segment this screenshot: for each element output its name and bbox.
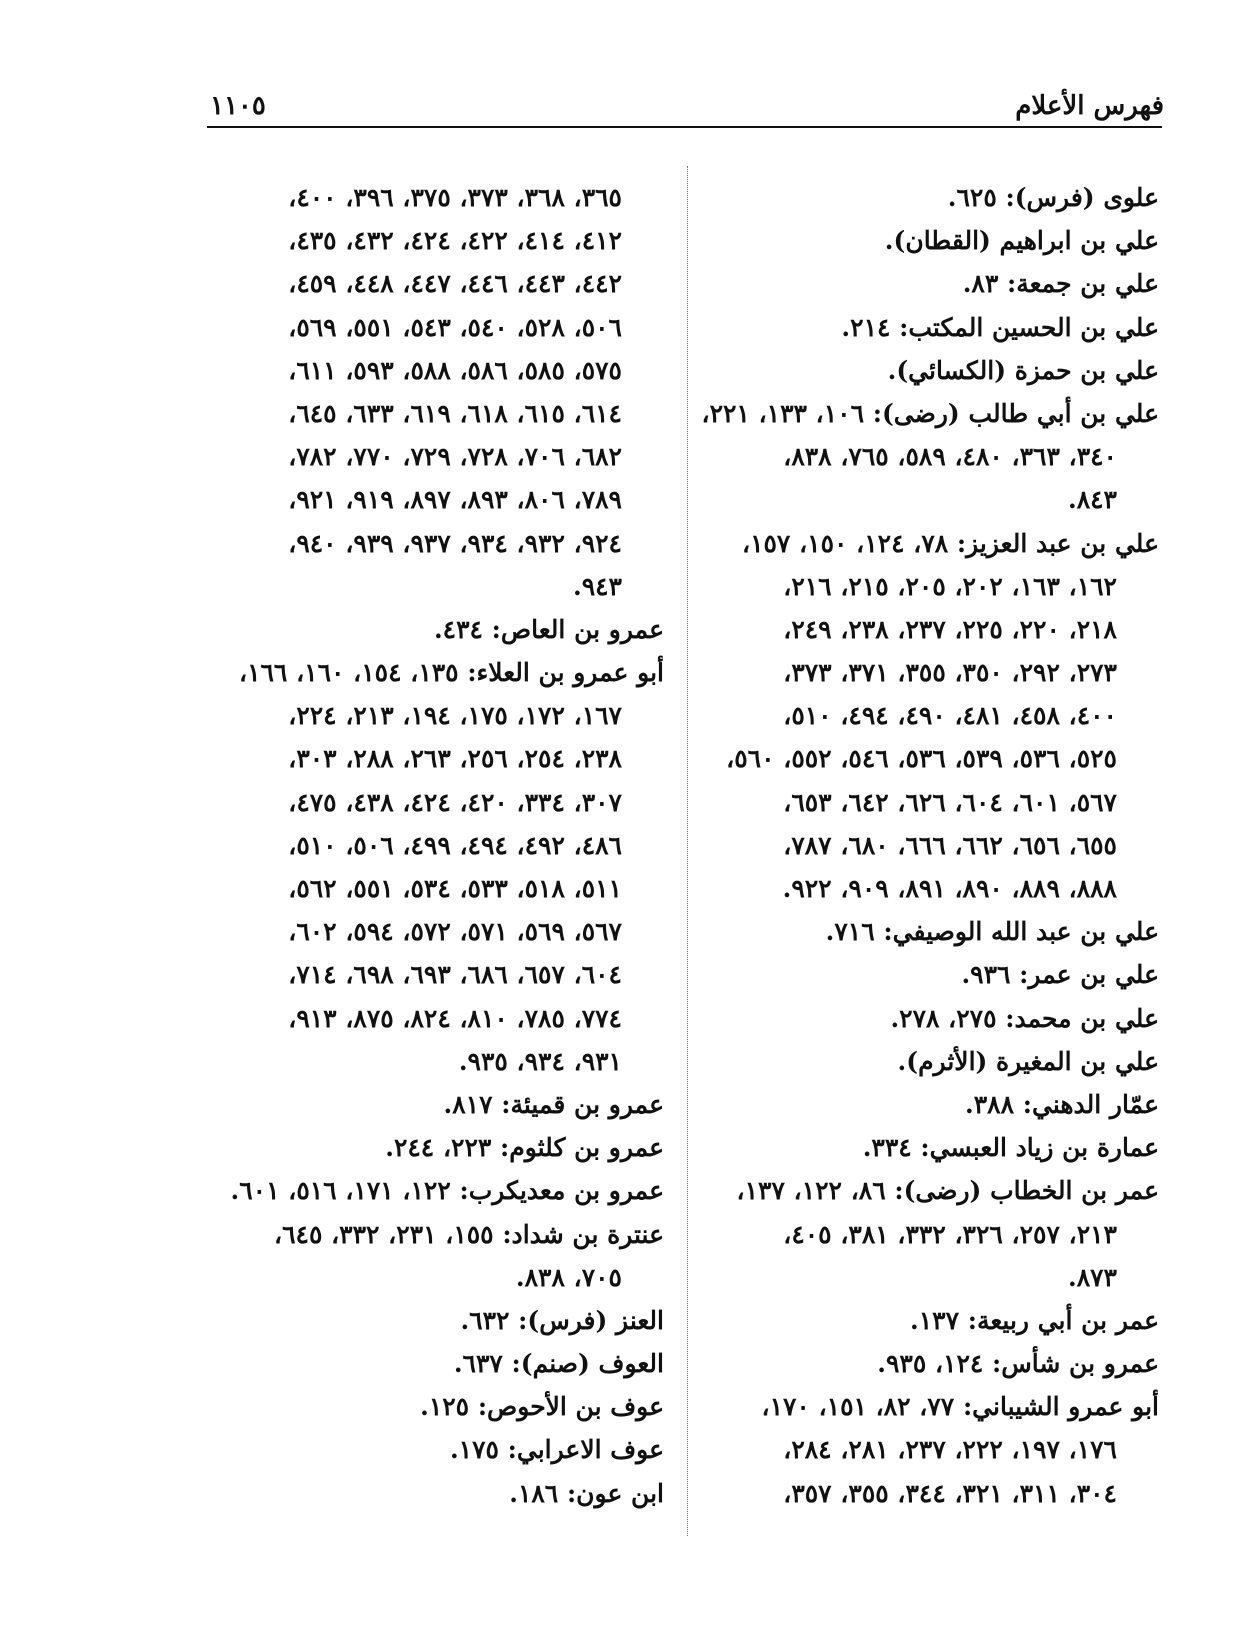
index-column-right: [689, 176, 1159, 1515]
index-continuation-line: ١٦٢، ١٦٣، ٢٠٢، ٢٠٥، ٢١٥، ٢١٦،: [783, 571, 1117, 601]
index-entry-line: علي بن عبد الله الوصيفي: ٧١٦.: [825, 917, 1159, 947]
index-continuation-line: ٣٦٥، ٣٦٨، ٣٧٣، ٣٧٥، ٣٩٦، ٤٠٠،: [288, 183, 622, 212]
index-entry-line: علي بن الحسين المكتب: ٢١٤.: [841, 312, 1159, 342]
index-continuation-line: ٢١٨، ٢٢٠، ٢٢٥، ٢٣٧، ٢٣٨، ٢٤٩،: [783, 614, 1117, 644]
index-continuation-line: ٥٦٧، ٦٠١، ٦٠٤، ٦٢٦، ٦٤٢، ٦٥٣،: [783, 787, 1117, 817]
index-entry-line: ابن عون: ١٨٦.: [509, 1478, 664, 1508]
index-entry-line: عمر بن الخطاب (رضى): ٨٦، ١٢٢، ١٣٧،: [736, 1176, 1159, 1206]
index-entry-line: أبو عمرو بن العلاء: ١٣٥، ١٥٤، ١٦٠، ١٦٦،: [239, 658, 664, 688]
index-continuation-line: ٢٧٣، ٢٩٢، ٣٥٠، ٣٥٥، ٣٧١، ٣٧٣،: [783, 658, 1117, 688]
index-entry-line: علي بن محمد: ٢٧٥، ٢٧٨.: [890, 1003, 1159, 1033]
index-continuation-line: ٤٤٢، ٤٤٣، ٤٤٦، ٤٤٧، ٤٤٨، ٤٥٩،: [288, 269, 622, 299]
index-column-left: [214, 176, 664, 1515]
column-divider: [687, 166, 688, 1536]
index-entry-line: عمرو بن كلثوم: ٢٢٣، ٢٤٤.: [385, 1133, 664, 1163]
index-continuation-line: ٢٣٨، ٢٥٤، ٢٥٦، ٢٦٣، ٢٨٨، ٣٠٣،: [288, 744, 622, 774]
index-continuation-line: ٥٧٥، ٥٨٥، ٥٨٦، ٥٨٨، ٥٩٣، ٦١١،: [288, 355, 622, 385]
index-entry-line: علي بن عبد العزيز: ٧٨، ١٢٤، ١٥٠، ١٥٧،: [742, 528, 1159, 558]
index-continuation-line: ٥٠٦، ٥٢٨، ٥٤٠، ٥٤٣، ٥٥١، ٥٦٩،: [288, 312, 622, 342]
index-continuation-line: ٦١٤، ٦١٥، ٦١٨، ٦١٩، ٦٣٣، ٦٤٥،: [288, 398, 622, 428]
index-entry-line: أبو عمرو الشيباني: ٧٧، ٨٢، ١٥١، ١٧٠،: [761, 1392, 1159, 1422]
index-continuation-line: ٧٧٤، ٧٨٥، ٨١٠، ٨٢٤، ٨٧٥، ٩١٣،: [288, 1003, 622, 1033]
index-continuation-line: ٧٠٥، ٨٣٨.: [515, 1262, 622, 1292]
index-entry-line: العوف (صنم): ٦٣٧.: [453, 1349, 664, 1379]
index-continuation-line: ١٦٧، ١٧٢، ١٧٥، ١٩٤، ٢١٣، ٢٢٤،: [288, 701, 622, 731]
index-continuation-line: ٩٣١، ٩٣٤، ٩٣٥.: [458, 1046, 622, 1076]
index-entry-line: عمر بن أبي ربيعة: ١٣٧.: [910, 1305, 1159, 1335]
index-continuation-line: ٤١٢، ٤١٤، ٤٢٢، ٤٢٤، ٤٣٢، ٤٣٥،: [288, 226, 622, 256]
index-continuation-line: ٥١١، ٥١٨، ٥٣٣، ٥٣٤، ٥٥١، ٥٦٢،: [288, 874, 622, 903]
index-continuation-line: ٥٦٧، ٥٦٩، ٥٧١، ٥٧٢، ٥٩٤، ٦٠٢،: [288, 917, 622, 947]
index-continuation-line: ٣٤٠، ٣٦٣، ٤٨٠، ٥٨٩، ٧٦٥، ٨٣٨،: [783, 442, 1117, 472]
index-continuation-line: ٦٥٥، ٦٥٦، ٦٦٢، ٦٦٦، ٦٨٠، ٧٨٧،: [783, 830, 1117, 860]
index-continuation-line: ٧٨٩، ٨٠٦، ٨٩٣، ٨٩٧، ٩١٩، ٩٢١،: [288, 485, 622, 515]
index-entry-line: عوف بن الأحوص: ١٢٥.: [420, 1392, 664, 1422]
index-continuation-line: ١٧٦، ١٩٧، ٢٢٢، ٢٣٧، ٢٨١، ٢٨٤،: [783, 1435, 1117, 1465]
index-continuation-line: ٩٤٣.: [572, 571, 622, 601]
index-entry-line: عمرو بن العاص: ٤٣٤.: [433, 614, 664, 644]
index-entry-line: عمرو بن شأس: ١٢٤، ٩٣٥.: [877, 1349, 1159, 1379]
index-continuation-line: ٨٧٣.: [1067, 1262, 1117, 1292]
index-continuation-line: ٣٠٤، ٣١١، ٣٢١، ٣٤٤، ٣٥٥، ٣٥٧،: [783, 1478, 1117, 1508]
page-header-title: فهرس الأعلام: [1015, 91, 1164, 121]
index-entry-line: العنز (فرس): ٦٣٢.: [460, 1305, 664, 1335]
index-entry-line: عمرو بن قميئة: ٨١٧.: [443, 1089, 664, 1119]
index-entry-line: عمرو بن معديكرب: ١٢٢، ١٧١، ٥١٦، ٦٠١.: [230, 1176, 664, 1206]
index-continuation-line: ٥٢٥، ٥٣٦، ٥٣٩، ٥٣٦، ٥٤٦، ٥٥٢، ٥٦٠،: [726, 744, 1117, 774]
index-continuation-line: ٤٨٦، ٤٩٢، ٤٩٤، ٤٩٩، ٥٠٦، ٥١٠،: [288, 830, 622, 860]
index-entry-line: علي بن جمعة: ٨٣.: [962, 269, 1159, 299]
index-entry-line: علي بن عمر: ٩٣٦.: [961, 960, 1159, 990]
header-rule: [207, 126, 1162, 128]
index-continuation-line: ٤٠٠، ٤٥٨، ٤٨١، ٤٩٠، ٤٩٤، ٥١٠،: [783, 701, 1117, 731]
index-continuation-line: ٨٤٣.: [1067, 485, 1117, 515]
index-entry-line: علي بن أبي طالب (رضى): ١٠٦، ١٣٣، ٢٢١،: [701, 398, 1159, 428]
index-entry-line: علوى (فرس): ٦٢٥.: [947, 183, 1159, 212]
index-continuation-line: ٦٨٢، ٧٠٦، ٧٢٨، ٧٢٩، ٧٧٠، ٧٨٢،: [288, 442, 622, 472]
index-continuation-line: ٣٠٧، ٣٣٤، ٤٢٠، ٤٢٤، ٤٣٨، ٤٧٥،: [288, 787, 622, 817]
index-entry-line: عمّار الدهني: ٣٨٨.: [965, 1089, 1159, 1119]
index-entry-line: عوف الاعرابي: ١٧٥.: [449, 1435, 664, 1465]
index-entry-line: علي بن ابراهيم (القطان).: [884, 226, 1159, 256]
page-number: ١١٠٥: [210, 91, 266, 121]
index-entry-line: علي بن المغيرة (الأثرم).: [897, 1046, 1159, 1076]
index-continuation-line: ٢١٣، ٢٥٧، ٣٢٦، ٣٣٢، ٣٨١، ٤٠٥،: [783, 1219, 1117, 1249]
index-entry-line: علي بن حمزة (الكسائي).: [887, 355, 1159, 385]
index-continuation-line: ٨٨٨، ٨٨٩، ٨٩٠، ٨٩١، ٩٠٩، ٩٢٢.: [782, 874, 1117, 903]
index-entry-line: عنترة بن شداد: ١٥٥، ٢٣١، ٣٣٢، ٦٤٥،: [274, 1219, 664, 1249]
index-continuation-line: ٦٠٤، ٦٥٧، ٦٨٦، ٦٩٣، ٦٩٨، ٧١٤،: [288, 960, 622, 990]
index-entry-line: عمارة بن زياد العبسي: ٣٣٤.: [862, 1133, 1159, 1163]
index-continuation-line: ٩٢٤، ٩٣٢، ٩٣٤، ٩٣٧، ٩٣٩، ٩٤٠،: [288, 528, 622, 558]
